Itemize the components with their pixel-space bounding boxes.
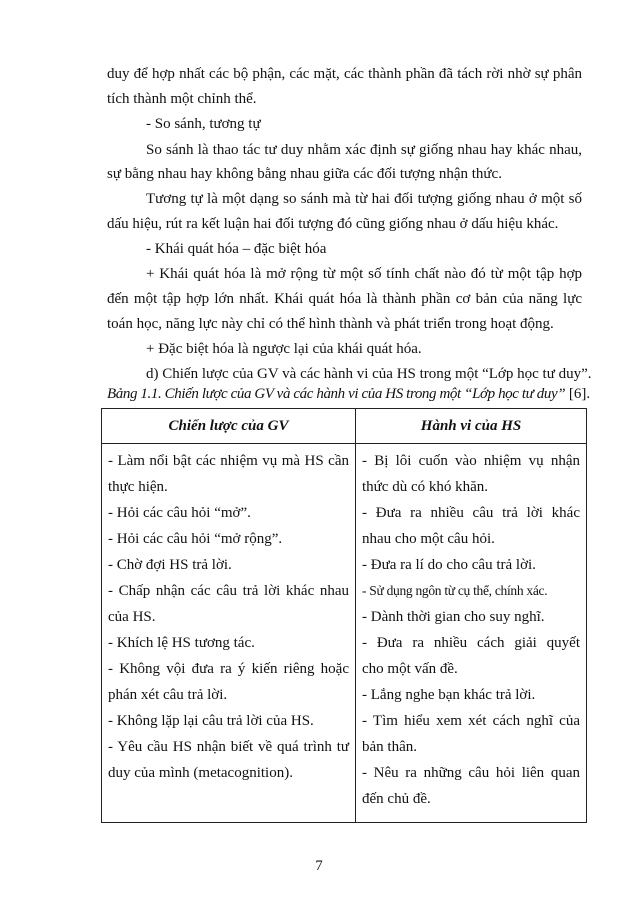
table-caption	[107, 384, 591, 404]
student-behavior-line: - Đưa ra nhiều câu trả lời khác	[362, 505, 580, 521]
body-line: So sánh là thao tác tư duy nhằm xác định sự giống nhau hay khác nhau,	[146, 142, 582, 158]
teacher-strategy-line: của HS.	[108, 609, 156, 625]
body-line: đến một tập hợp lớn nhất. Khái quát hóa là thành phần cơ bản của năng lực	[107, 291, 582, 307]
table-row	[102, 444, 587, 823]
body-line: toán học, năng lực này chỉ có thể hình thành và phát triển trong hoạt động.	[107, 316, 554, 332]
body-line: dấu hiệu, rút ra kết luận hai đối tượng đó cũng giống nhau ở dấu hiệu khác.	[107, 216, 559, 232]
teacher-strategy-line: duy của mình (metacognition).	[108, 765, 293, 781]
student-behavior-line: thức dù có khó khăn.	[362, 479, 489, 495]
table-header-student: Hành vi của HS	[356, 409, 587, 444]
teacher-strategy-line: - Hỏi các câu hỏi “mở rộng”.	[108, 531, 283, 547]
table-header-row	[102, 409, 587, 444]
body-line: + Khái quát hóa là mở rộng từ một số tính chất nào đó từ một tập hợp	[146, 266, 582, 282]
teacher-strategy-line: - Làm nổi bật các nhiệm vụ mà HS cần	[108, 453, 349, 469]
student-behavior-line: nhau cho một câu hỏi.	[362, 531, 495, 547]
student-behavior-line: - Đưa ra nhiều cách giải quyết	[362, 635, 580, 651]
body-line: + Đặc biệt hóa là ngược lại của khái quát hóa.	[146, 341, 422, 357]
teacher-strategy-line: - Không vội đưa ra ý kiến riêng hoặc	[108, 661, 349, 677]
student-behavior-line: - Nêu ra những câu hỏi liên quan	[362, 765, 580, 781]
body-line: Tương tự là một dạng so sánh mà từ hai đối tượng giống nhau ở một số	[146, 191, 582, 207]
student-behavior-line: - Dành thời gian cho suy nghĩ.	[362, 609, 545, 625]
teacher-strategy-line: - Khích lệ HS tương tác.	[108, 635, 255, 651]
body-line: tích thành một chỉnh thể.	[107, 91, 257, 107]
teacher-strategy-line: thực hiện.	[108, 479, 168, 495]
teacher-strategy-cell	[102, 444, 356, 823]
table-caption-ref: [6].	[565, 386, 591, 402]
student-behavior-line: - Tìm hiểu xem xét cách nghĩ của	[362, 713, 580, 729]
teacher-strategy-line: - Chờ đợi HS trả lời.	[108, 557, 232, 573]
section-item-compare: - So sánh, tương tự	[146, 116, 261, 132]
student-behavior-line: - Sử dụng ngôn từ cụ thể, chính xác.	[362, 583, 548, 598]
student-behavior-line: đến chủ đề.	[362, 791, 431, 807]
teacher-strategy-line: - Không lặp lại câu trả lời của HS.	[108, 713, 314, 729]
teacher-strategy-line: - Chấp nhận các câu trả lời khác nhau	[108, 583, 349, 599]
section-item-generalize: - Khái quát hóa – đặc biệt hóa	[146, 241, 327, 257]
student-behavior-cell	[356, 444, 587, 823]
teacher-strategy-line: - Yêu cầu HS nhận biết về quá trình tư	[108, 739, 349, 755]
student-behavior-line: - Bị lôi cuốn vào nhiệm vụ nhận	[362, 453, 580, 469]
student-behavior-line: - Đưa ra lí do cho câu trả lời.	[362, 557, 536, 573]
table-header-teacher: Chiến lược của GV	[102, 409, 356, 444]
body-line: sự bằng nhau hay không bằng nhau giữa các đối tượng nhận thức.	[107, 166, 502, 182]
student-behavior-line: bản thân.	[362, 739, 417, 755]
teacher-strategy-line: - Hỏi các câu hỏi “mở”.	[108, 505, 251, 521]
teacher-strategy-line: phán xét câu trả lời.	[108, 687, 228, 703]
section-heading-d: d) Chiến lược của GV và các hành vi của HS trong một “Lớp học tư duy”.	[146, 366, 592, 382]
student-behavior-line: - Lắng nghe bạn khác trả lời.	[362, 687, 536, 703]
strategy-table	[101, 408, 587, 823]
student-behavior-line: cho một vấn đề.	[362, 661, 458, 677]
table-caption-title: Bảng 1.1. Chiến lược của GV và các hành vi của HS trong một “Lớp học tư duy”	[107, 386, 566, 402]
page-number: 7	[315, 858, 323, 874]
body-line: duy để hợp nhất các bộ phận, các mặt, các thành phần đã tách rời nhờ sự phân	[107, 66, 582, 82]
